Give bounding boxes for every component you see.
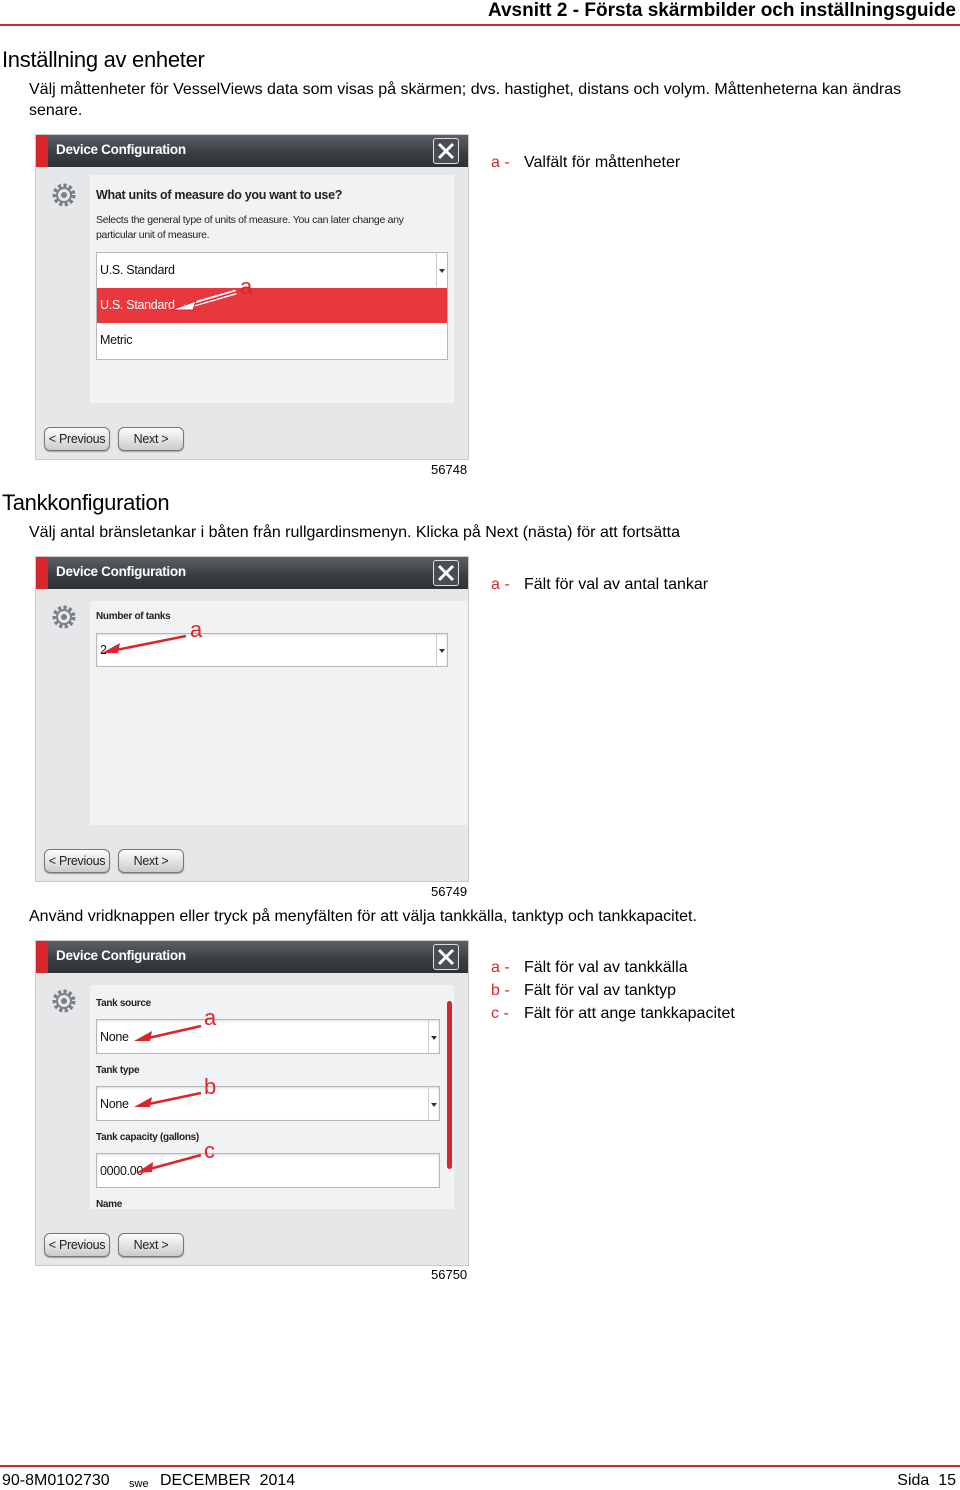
screen-title: Device Configuration: [56, 948, 186, 963]
legend-item: a - Fält för val av tankkälla: [491, 959, 688, 976]
next-button[interactable]: Next >: [118, 427, 184, 451]
screen-title: Device Configuration: [56, 564, 186, 579]
next-button[interactable]: Next >: [118, 849, 184, 873]
footer-date: DECEMBER 2014: [160, 1472, 296, 1489]
dropdown-value: None: [100, 1097, 129, 1111]
dropdown-value: U.S. Standard: [100, 263, 175, 277]
question-sub: Selects the general type of units of measure. You can later change any particular unit of measure.: [96, 214, 404, 241]
tank-heading: Tankkonfiguration: [2, 490, 170, 515]
legend-item: c - Fält för att ange tankkapacitet: [491, 1005, 735, 1022]
option-label: U.S. Standard: [100, 298, 175, 312]
screen-title: Device Configuration: [56, 142, 186, 157]
tank-capacity-label: Tank capacity (gallons): [96, 1132, 199, 1143]
units-legend: [491, 151, 680, 174]
device-screen-tanks: [35, 556, 469, 882]
legend-item: b - Fält för val av tanktyp: [491, 982, 677, 999]
callout-a: a: [204, 1005, 217, 1030]
previous-button[interactable]: < Previous: [44, 427, 110, 451]
doc-number: 90-8M0102730: [2, 1472, 110, 1489]
previous-button[interactable]: < Previous: [44, 1233, 110, 1257]
field-label: Number of tanks: [96, 611, 171, 622]
tank-text: Välj antal bränsletankar i båten från rullgardinsmenyn. Klicka på Next (nästa) för att fortsätta: [29, 524, 680, 541]
units-heading: Inställning av enheter: [2, 47, 205, 72]
callout-b: b: [204, 1074, 217, 1099]
legend-item: a - Valfält för måttenheter: [491, 154, 681, 171]
footer-rule: [0, 1465, 960, 1467]
header-rule: [0, 24, 960, 26]
next-button[interactable]: Next >: [118, 1233, 184, 1257]
tank-type-label: Tank type: [96, 1065, 140, 1076]
callout-a: a: [190, 617, 203, 642]
callout-arrow: [36, 557, 468, 881]
callout-arrow: [36, 135, 468, 459]
figure-number: 56748: [431, 462, 468, 477]
callout-a: a: [240, 274, 253, 299]
device-screen-units: [35, 134, 469, 460]
callout-arrows: [36, 941, 468, 1265]
tank-details-legend: [491, 956, 735, 1025]
option-label: Metric: [100, 333, 133, 347]
language-code: swe: [129, 1478, 149, 1490]
dropdown-value: None: [100, 1030, 129, 1044]
figure-number: 56750: [431, 1267, 468, 1282]
tank-legend: [491, 573, 708, 596]
input-value: 0000.00: [100, 1164, 144, 1178]
question: What units of measure do you want to use?: [96, 188, 343, 202]
tank-source-label: Tank source: [96, 998, 151, 1009]
legend-item: a - Fält för val av antal tankar: [491, 576, 709, 593]
tank-details-text: Använd vridknappen eller tryck på menyfälten för att välja tankkälla, tanktyp och tankkapacitet.: [29, 908, 697, 925]
dropdown-value: 2: [100, 643, 107, 657]
page-number: Sida 15: [897, 1472, 956, 1489]
units-text: Välj måttenheter för VesselViews data som visas på skärmen; dvs. hastighet, distans och volym. Måttenheterna kan ändras senare.: [29, 81, 902, 119]
figure-number: 56749: [431, 884, 468, 899]
callout-c: c: [204, 1138, 215, 1163]
name-label: Name: [96, 1199, 123, 1210]
device-screen-tank-details: [35, 940, 469, 1266]
previous-button[interactable]: < Previous: [44, 849, 110, 873]
section-header: Avsnitt 2 - Första skärmbilder och inställningsguide: [487, 0, 956, 21]
